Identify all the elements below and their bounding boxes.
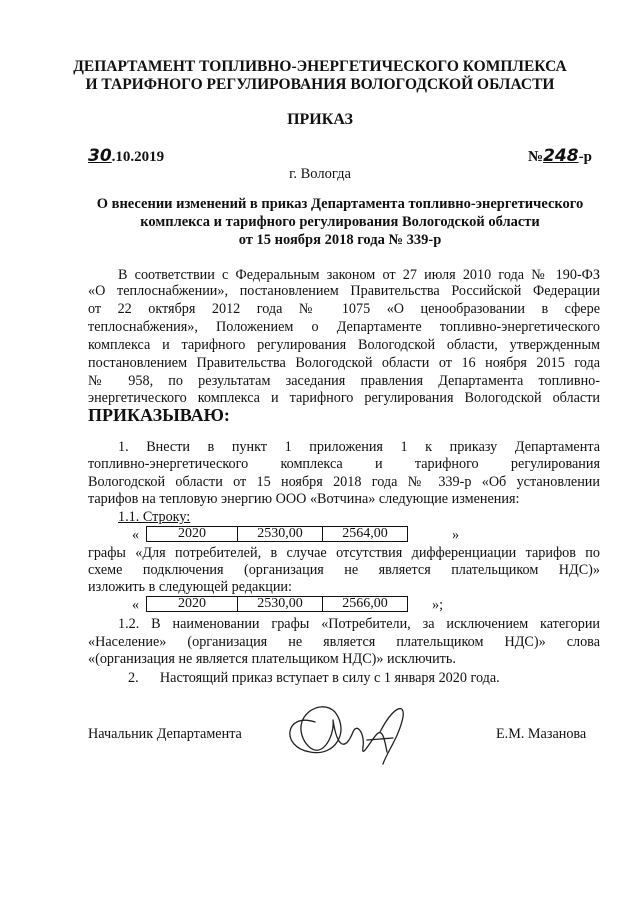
year-cell: 2020 bbox=[147, 527, 238, 542]
date-printed: .10.2019 bbox=[111, 149, 165, 165]
handwritten-number: 248 bbox=[543, 146, 579, 166]
title-line-2: комплекса и тарифного регулирования Вологодской области bbox=[140, 214, 540, 230]
document-type: ПРИКАЗ bbox=[287, 111, 353, 128]
tariff-cell-1: 2530,00 bbox=[238, 527, 323, 542]
item1-1-after-line-2: схеме подключения (организация не является плательщиком НДС)» bbox=[88, 562, 600, 578]
order-date bbox=[88, 146, 164, 166]
city: г. Вологда bbox=[289, 166, 351, 182]
department-name-line-1: ДЕПАРТАМЕНТ ТОПЛИВНО-ЭНЕРГЕТИЧЕСКОГО КОМПЛЕКСА bbox=[73, 58, 567, 75]
order-word: ПРИКАЗЫВАЮ: bbox=[88, 405, 230, 425]
tariff-row-old bbox=[146, 526, 408, 542]
handwritten-signature bbox=[275, 692, 415, 772]
tariff-cell-1: 2530,00 bbox=[238, 597, 323, 612]
handwritten-day: 30 bbox=[88, 146, 112, 166]
close-quote-old: » bbox=[452, 527, 460, 543]
tariff-cell-2: 2566,00 bbox=[323, 597, 408, 612]
department-name-line-2: И ТАРИФНОГО РЕГУЛИРОВАНИЯ ВОЛОГОДСКОЙ ОБЛАСТИ bbox=[85, 76, 555, 93]
preamble-line-6: постановлением Правительства Вологодской области от 16 ноября 2015 года bbox=[88, 355, 600, 371]
preamble-line-8: энергетического комплекса и тарифного регулирования Вологодской области bbox=[88, 390, 600, 406]
year-cell: 2020 bbox=[147, 597, 238, 612]
item1-1-label: 1.1. Строку: bbox=[118, 509, 191, 525]
title-line-1: О внесении изменений в приказ Департамента топливно-энергетического bbox=[96, 196, 584, 212]
item1-2-line-3: «(организация не является плательщиком НДС)» исключить. bbox=[88, 651, 456, 667]
close-quote-new: »; bbox=[432, 597, 444, 613]
item1-1-after-line-1: графы «Для потребителей, в случае отсутствия дифференциации тарифов по bbox=[88, 545, 600, 561]
number-suffix: -р bbox=[578, 149, 592, 165]
item1-2-line-1: 1.2. В наименовании графы «Потребители, за исключением категории bbox=[118, 616, 600, 632]
item1-line-2: топливно-энергетического комплекса и тарифного регулирования bbox=[88, 456, 600, 472]
preamble-line-5: комплекса и тарифного регулирования Вологодской области, утвержденным bbox=[88, 337, 600, 353]
preamble-line-7: № 958, по результатам заседания правления Департамента топливно- bbox=[88, 373, 600, 389]
preamble-line-2: «О теплоснабжении», постановлением Правительства Российской Федерации bbox=[88, 283, 600, 299]
title-line-3: от 15 ноября 2018 года № 339-р bbox=[238, 232, 442, 248]
item1-1-after-line-3: изложить в следующей редакции: bbox=[88, 579, 292, 595]
item1-line-4: тарифов на тепловую энергию ООО «Вотчина» следующие изменения: bbox=[88, 491, 520, 507]
item1-2-line-2: «Население» (организация не является плательщиком НДС)» слова bbox=[88, 634, 600, 650]
number-prefix: № bbox=[528, 149, 544, 165]
preamble-line-3: от 22 октября 2012 года № 1075 «О ценообразовании в сфере bbox=[88, 301, 600, 317]
item2: 2. Настоящий приказ вступает в силу с 1 января 2020 года. bbox=[128, 670, 500, 686]
signatory-name: Е.М. Мазанова bbox=[496, 726, 587, 742]
signatory-position: Начальник Департамента bbox=[88, 726, 242, 742]
tariff-cell-2: 2564,00 bbox=[323, 527, 408, 542]
preamble-line-4: теплоснабжения», Положением о Департаменте топливно-энергетического bbox=[88, 319, 600, 335]
item1-line-1: 1. Внести в пункт 1 приложения 1 к приказу Департамента bbox=[118, 439, 600, 455]
tariff-row-new bbox=[146, 596, 408, 612]
open-quote-old: « bbox=[132, 527, 140, 543]
item1-line-3: Вологодской области от 15 ноября 2018 года № 339-р «Об установлении bbox=[88, 474, 600, 490]
order-number bbox=[528, 146, 592, 166]
open-quote-new: « bbox=[132, 597, 140, 613]
preamble-line-1: В соответствии с Федеральным законом от 27 июля 2010 года № 190-ФЗ bbox=[118, 267, 600, 283]
